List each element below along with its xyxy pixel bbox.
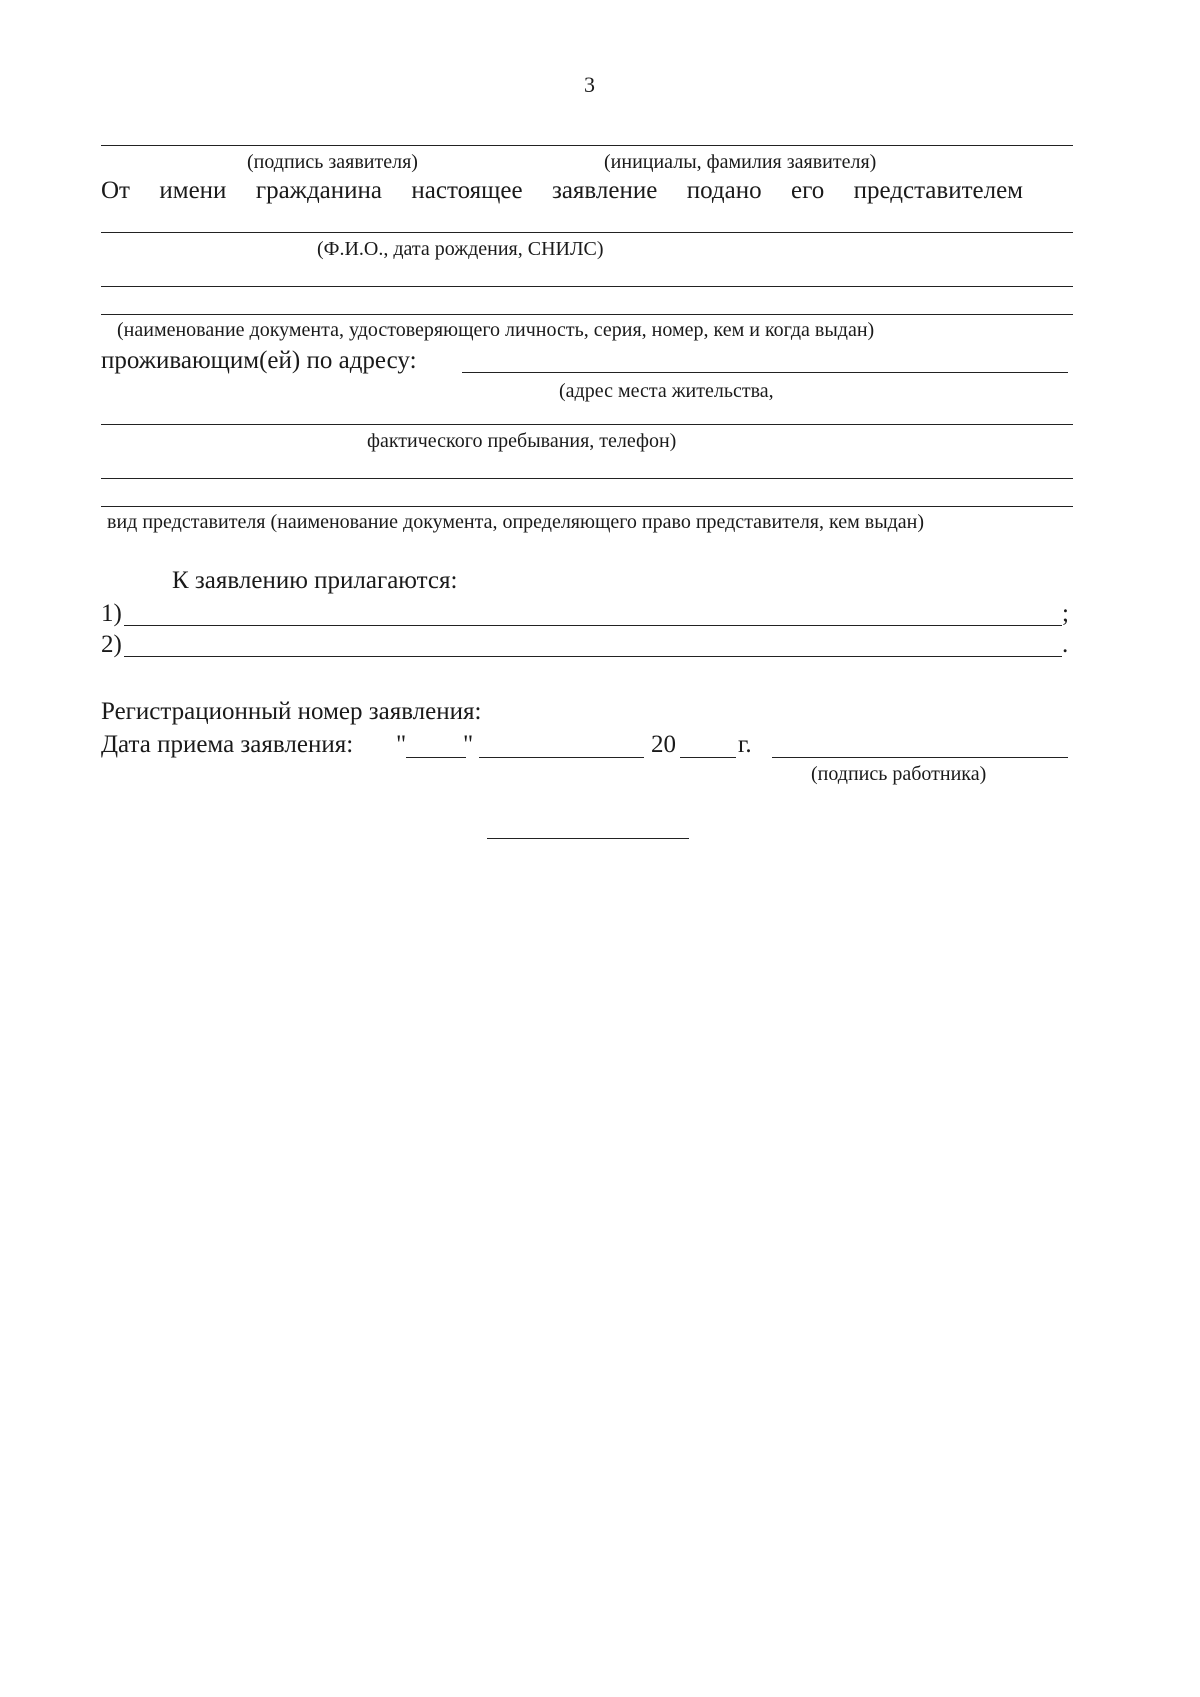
fio-caption: (Ф.И.О., дата рождения, СНИЛС) (317, 238, 604, 260)
registration-number-label: Регистрационный номер заявления: (101, 698, 482, 725)
id-document-line-2[interactable] (101, 314, 1073, 315)
date-day-line[interactable] (406, 757, 466, 758)
worker-signature-line[interactable] (772, 757, 1068, 758)
worker-signature-caption: (подпись работника) (811, 763, 987, 785)
date-month-line[interactable] (479, 757, 644, 758)
representative-intro-text: От имени гражданина настоящее заявление подано его представителем (101, 177, 1023, 204)
address-input-line[interactable] (462, 372, 1068, 373)
attachment-line-1[interactable] (124, 625, 1062, 626)
attachments-heading: К заявлению прилагаются: (172, 567, 458, 594)
attachment-end-1: ; (1062, 600, 1069, 627)
representative-intro (101, 177, 1023, 205)
address-caption-2: фактического пребывания, телефон) (367, 430, 677, 452)
representative-type-line-1[interactable] (101, 478, 1073, 479)
page-number: 3 (584, 72, 595, 97)
applicant-signature-line[interactable] (101, 145, 1073, 146)
date-quote-open: " (396, 731, 407, 758)
attachment-marker-1: 1) (101, 600, 122, 627)
date-year-prefix: 20 (651, 731, 676, 758)
representative-fio-line[interactable] (101, 232, 1073, 233)
date-year-suffix: г. (738, 731, 752, 758)
attachment-marker-2: 2) (101, 631, 122, 658)
address-caption-1: (адрес места жительства, (559, 380, 774, 402)
address-line-2[interactable] (101, 424, 1073, 425)
address-label: проживающим(ей) по адресу: (101, 347, 417, 374)
closing-separator (487, 838, 689, 839)
applicant-signature-caption: (подпись заявителя) (247, 151, 418, 173)
attachment-end-2: . (1062, 631, 1069, 658)
attachment-line-2[interactable] (124, 656, 1062, 657)
id-document-caption: (наименование документа, удостоверяющего личность, серия, номер, кем и когда выдан) (117, 319, 875, 341)
date-year-line[interactable] (680, 757, 736, 758)
date-label: Дата приема заявления: (101, 731, 354, 758)
representative-type-line-2[interactable] (101, 506, 1073, 507)
id-document-line-1[interactable] (101, 286, 1073, 287)
applicant-initials-caption: (инициалы, фамилия заявителя) (604, 151, 877, 173)
representative-type-caption: вид представителя (наименование документа, определяющего право представителя, кем выдан) (107, 511, 925, 533)
date-quote-close: " (463, 731, 474, 758)
